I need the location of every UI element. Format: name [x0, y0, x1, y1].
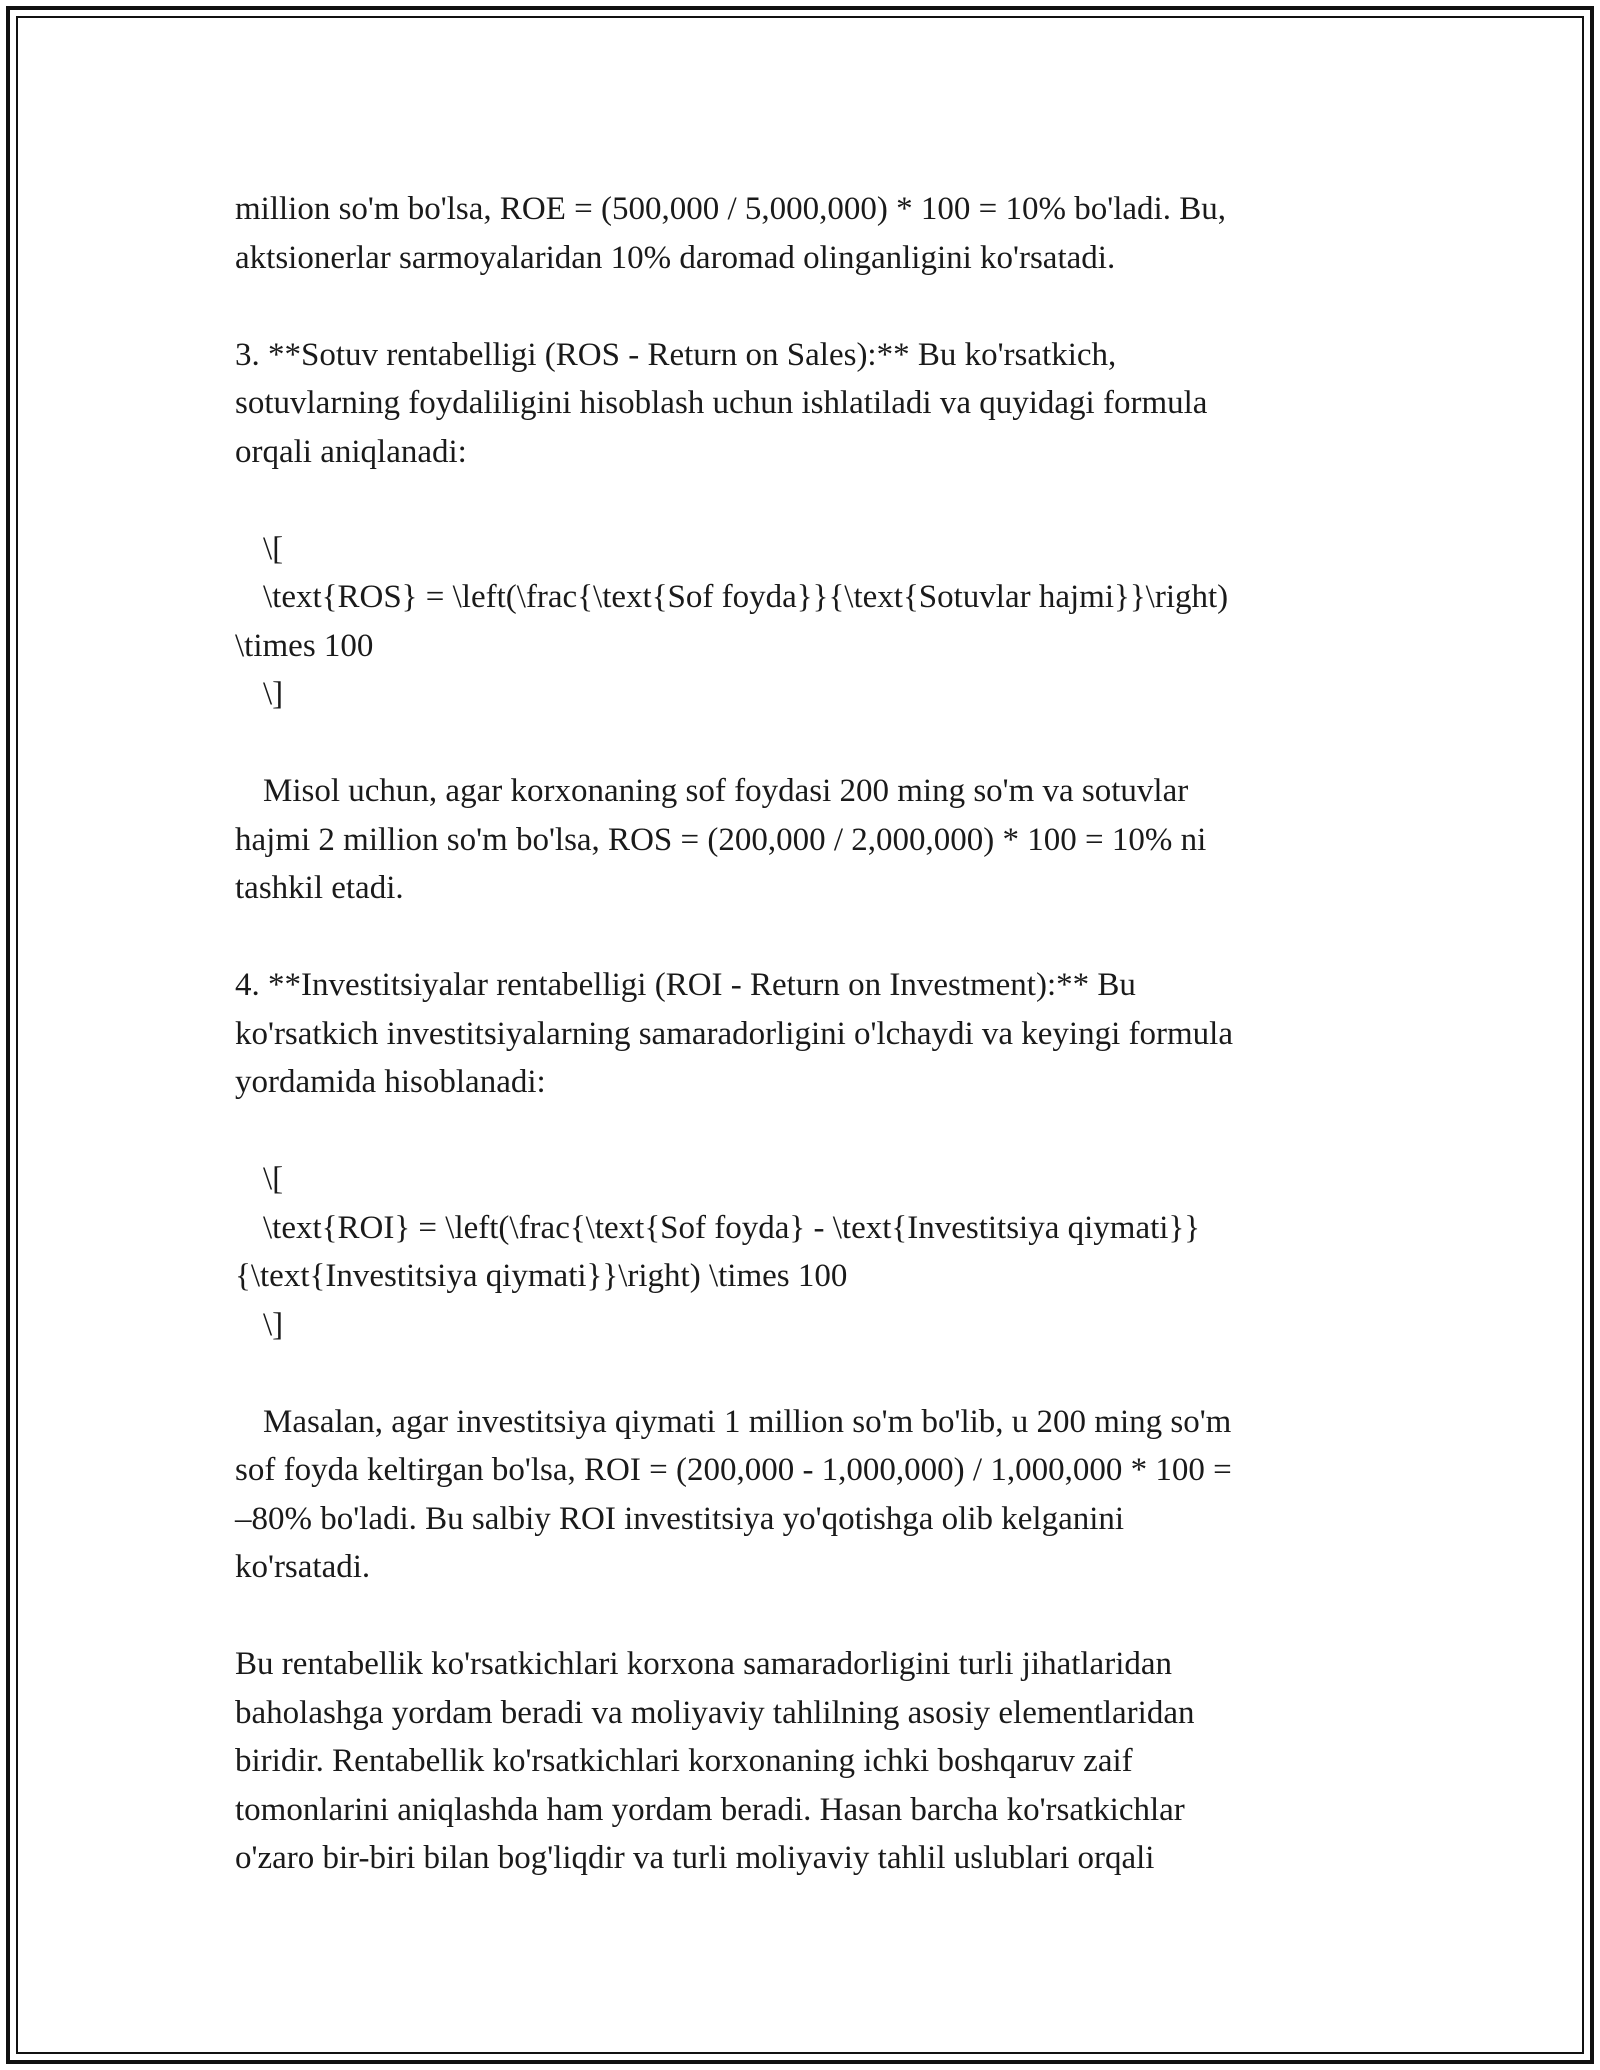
formula-roi: \text{ROI} = \left(\frac{\text{Sof foyda} - \text{Investitsiya qiymati}}: [263, 1209, 1201, 1246]
text-line: tashkil etadi.: [235, 870, 404, 906]
paragraph-gap: [235, 476, 1375, 525]
example-roi: Masalan, agar investitsiya qiymati 1 million so'm bo'lib, u 200 ming so'm: [263, 1403, 1232, 1440]
paragraph-gap: [235, 913, 1375, 962]
section-heading-ros: 3. **Sotuv rentabelligi (ROS - Return on Sales):** Bu ko'rsatkich,: [235, 336, 1117, 373]
text-line: –80% bo'ladi. Bu salbiy ROI investitsiya yo'qotishga olib kelganini: [235, 1500, 1125, 1537]
text-line: baholashga yordam beradi va moliyaviy tahlilning asosiy elementlaridan: [235, 1694, 1195, 1731]
paragraph-gap: [235, 719, 1375, 768]
text-line: aktsionerlar sarmoyalaridan 10% daromad olinganligini ko'rsatadi.: [235, 239, 1116, 276]
text-line: orqali aniqlanadi:: [235, 433, 467, 470]
text-line: sotuvlarning foydaliligini hisoblash uchun ishlatiladi va quyidagi formula: [235, 385, 1208, 421]
formula-open: \[: [263, 1161, 284, 1197]
paragraph-gap: [235, 1349, 1375, 1398]
section-heading-roi: 4. **Investitsiyalar rentabelligi (ROI - Return on Investment):** Bu: [235, 967, 1136, 1003]
paragraph-gap: [235, 1592, 1375, 1641]
text-line: tomonlarini aniqlashda ham yordam beradi. Hasan barcha ko'rsatkichlar: [235, 1791, 1185, 1828]
text-line: biridir. Rentabellik ko'rsatkichlari korxonaning ichki boshqaruv zaif: [235, 1743, 1133, 1779]
formula-close: \]: [263, 1306, 284, 1343]
formula-open: \[: [263, 530, 284, 567]
text-line: ko'rsatadi.: [235, 1549, 371, 1585]
text-line: million so'm bo'lsa, ROE = (500,000 / 5,000,000) * 100 = 10% bo'ladi. Bu,: [235, 191, 1226, 227]
text-line: sof foyda keltirgan bo'lsa, ROI = (200,000 - 1,000,000) / 1,000,000 * 100 =: [235, 1452, 1232, 1488]
conclusion-paragraph: Bu rentabellik ko'rsatkichlari korxona samaradorligini turli jihatlaridan: [235, 1646, 1173, 1682]
formula-roi-cont: {\text{Investitsiya qiymati}}\right) \times 100: [235, 1258, 848, 1294]
text-line: ko'rsatkich investitsiyalarning samaradorligini o'lchaydi va keyingi formula: [235, 1015, 1233, 1052]
text-line: hajmi 2 million so'm bo'lsa, ROS = (200,000 / 2,000,000) * 100 = 10% ni: [235, 821, 1207, 858]
formula-close: \]: [263, 676, 284, 712]
text-line: yordamida hisoblanadi:: [235, 1064, 546, 1100]
paragraph-gap: [235, 282, 1375, 331]
example-ros: Misol uchun, agar korxonaning sof foydasi 200 ming so'm va sotuvlar: [263, 773, 1189, 809]
paragraph-gap: [235, 1107, 1375, 1156]
document-body: [235, 185, 1375, 1883]
text-line: o'zaro bir-biri bilan bog'liqdir va turli moliyaviy tahlil uslublari orqali: [235, 1840, 1155, 1876]
formula-ros: \text{ROS} = \left(\frac{\text{Sof foyda}}{\text{Sotuvlar hajmi}}\right): [263, 579, 1229, 615]
formula-ros-cont: \times 100: [235, 627, 374, 664]
